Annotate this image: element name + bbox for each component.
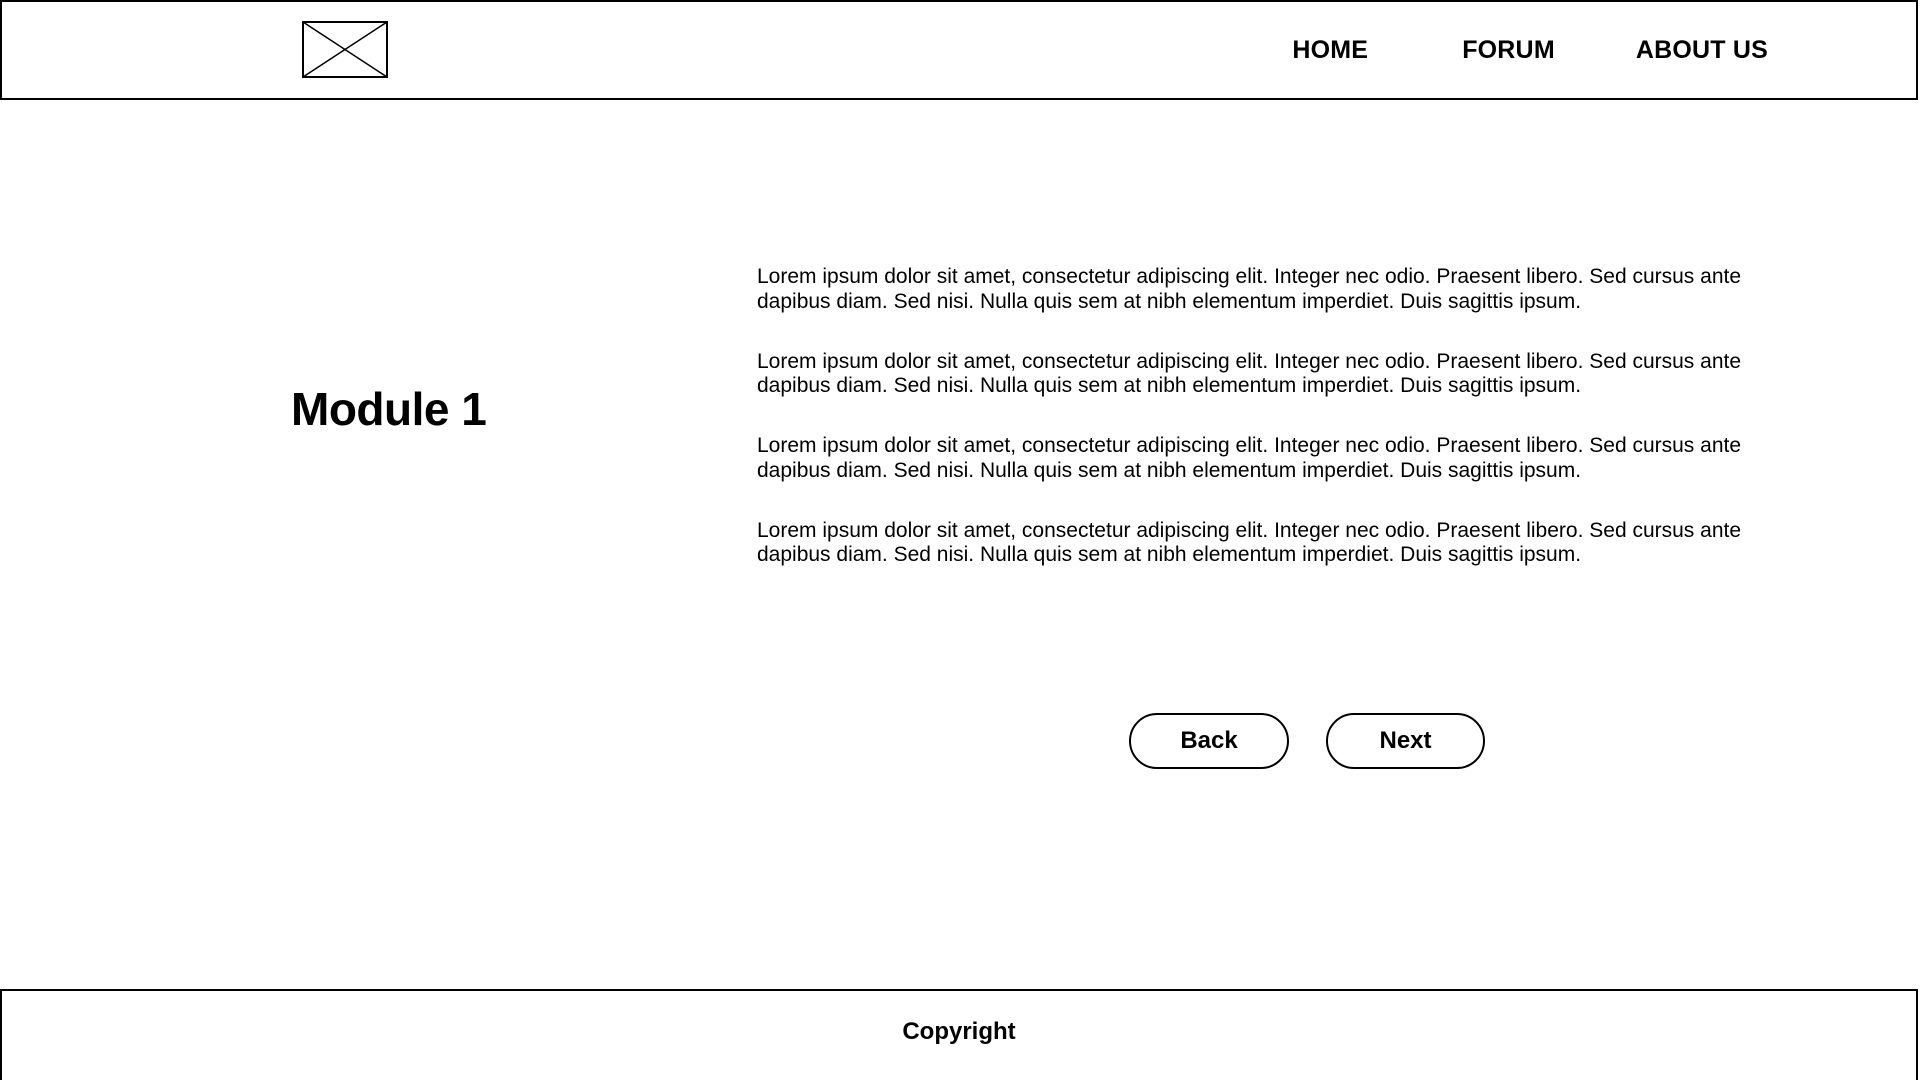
content-area [0, 100, 1920, 988]
article-paragraph: Lorem ipsum dolor sit amet, consectetur adipiscing elit. Integer nec odio. Praesent libero. Sed cursus ante dapibus diam. Sed nisi. Nulla quis sem at nibh elementum imperdiet. Duis sagittis ipsum. [757, 265, 1742, 313]
nav-item-forum[interactable]: FORUM [1462, 35, 1555, 64]
article-column [757, 265, 1789, 568]
article-paragraph: Lorem ipsum dolor sit amet, consectetur adipiscing elit. Integer nec odio. Praesent libero. Sed cursus ante dapibus diam. Sed nisi. Nulla quis sem at nibh elementum imperdiet. Duis sagittis ipsum. [757, 434, 1742, 482]
image-placeholder-icon [302, 21, 388, 78]
nav-item-home[interactable]: HOME [1292, 35, 1369, 64]
nav-item-about-us[interactable]: ABOUT US [1635, 35, 1768, 64]
article-paragraph: Lorem ipsum dolor sit amet, consectetur adipiscing elit. Integer nec odio. Praesent libero. Sed cursus ante dapibus diam. Sed nisi. Nulla quis sem at nibh elementum imperdiet. Duis sagittis ipsum. [757, 349, 1742, 397]
navigation-button-row [1129, 713, 1485, 769]
logo-placeholder[interactable] [302, 21, 388, 78]
next-button[interactable]: Next [1326, 713, 1485, 769]
page-title: Module 1 [291, 383, 487, 435]
copyright-text: Copyright [902, 1018, 1016, 1045]
article-paragraph: Lorem ipsum dolor sit amet, consectetur adipiscing elit. Integer nec odio. Praesent libero. Sed cursus ante dapibus diam. Sed nisi. Nulla quis sem at nibh elementum imperdiet. Duis sagittis ipsum. [757, 518, 1742, 566]
main-navigation [1292, 2, 1916, 98]
site-header [0, 0, 1918, 100]
back-button[interactable]: Back [1129, 713, 1289, 769]
site-footer [0, 989, 1918, 1080]
